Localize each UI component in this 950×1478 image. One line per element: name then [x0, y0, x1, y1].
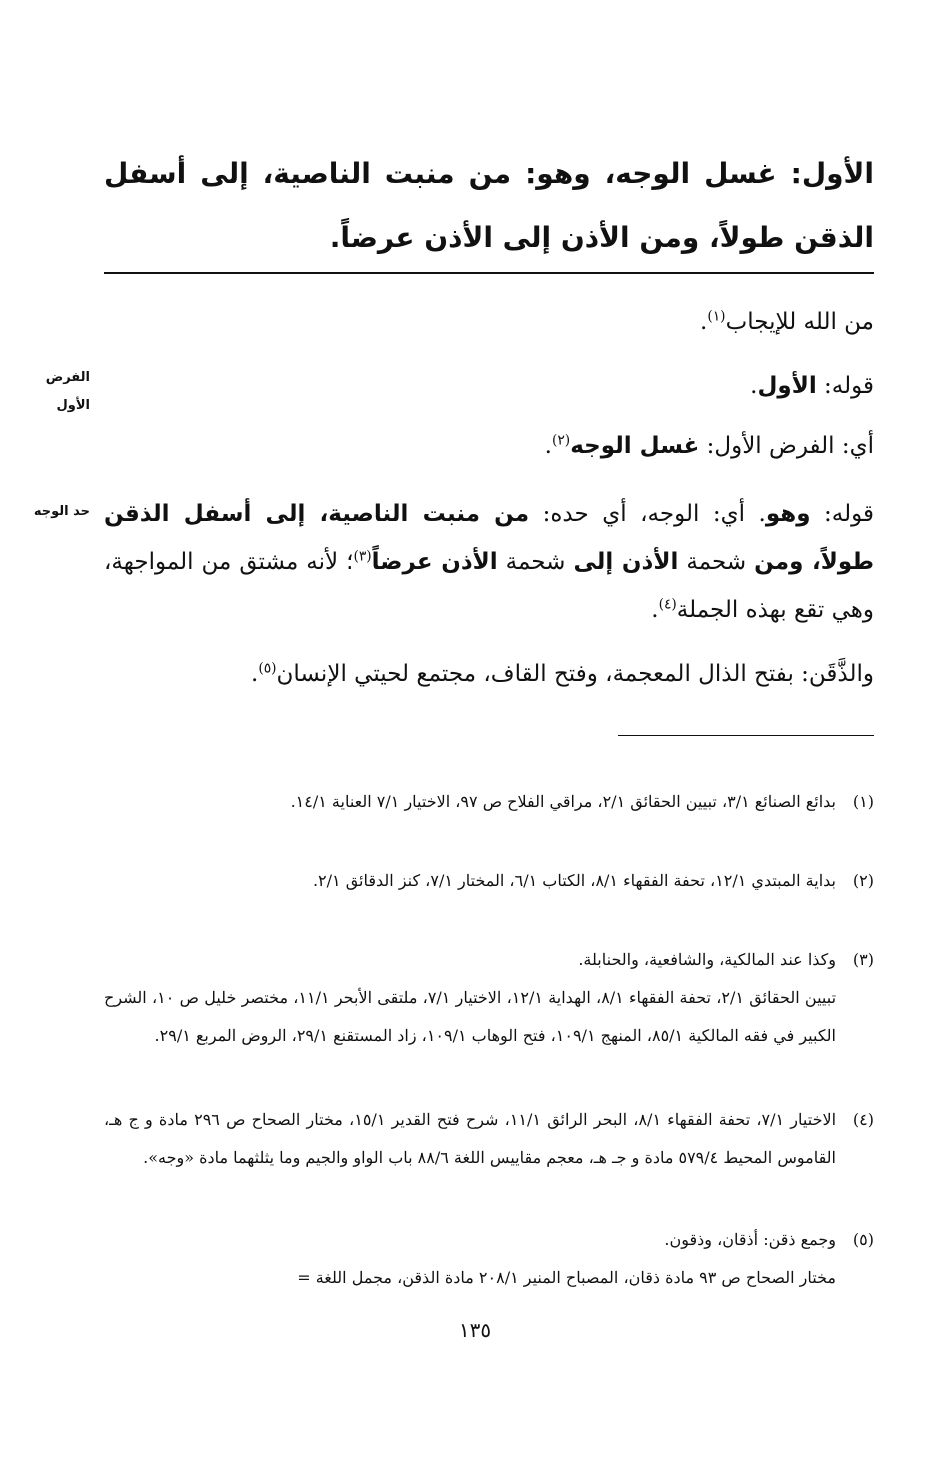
- matn-text: الأول: غسل الوجه، وهو: من منبت الناصية، إلى أسفل الذقن طولاً، ومن الأذن إلى الأذن عرضاً.: [104, 157, 874, 254]
- footnote-5: [104, 1221, 874, 1297]
- footnote-2: [104, 862, 874, 900]
- para-text: قوله:: [816, 373, 874, 399]
- commentary-para-4: [104, 490, 874, 634]
- para-end: .: [544, 433, 552, 459]
- para-bold: وهو: [765, 501, 811, 527]
- footnote-ref: (٥): [258, 660, 277, 677]
- footnote-ref: (٢): [551, 432, 571, 449]
- footnote-ref: (١): [707, 308, 726, 325]
- footnote-3: [104, 941, 874, 1055]
- para-text: قوله:: [810, 501, 874, 527]
- para-text: ؛ لأنه مشتق من المواجهة، وهي تقع بهذه الجملة: [104, 549, 874, 623]
- para-bold: غسل الوجه: [570, 433, 700, 459]
- footnote-divider: [618, 735, 874, 736]
- footnote-sources: تبيين الحقائق ٢/١، تحفة الفقهاء ٨/١، الهداية ١٢/١، الاختيار ٧/١، ملتقى الأبحر ١١/١، مختصر خليل ص ١٠، الشرح الكبير في فقه المالكية ٨٥/١، المنهج ١٠٩/١، فتح الوهاب ١٠٩/١، زاد المستقنع ٢٩/١، الروض المربع ٢٩/١.: [104, 988, 837, 1045]
- para-text: شحمة: [497, 549, 574, 575]
- para-bold: الأذن عرضاً: [371, 549, 498, 575]
- para-bold: من منبت الناصية، إلى أسفل الذقن طولاً، ومن: [104, 501, 874, 575]
- para-text: من الله للإيجاب: [725, 309, 874, 335]
- footnote-4: [104, 1101, 874, 1177]
- footnote-ref: (٣): [353, 548, 372, 565]
- para-text: . أي: الوجه، أي حده:: [529, 501, 766, 527]
- para-bold: الأول: [757, 373, 817, 399]
- page-number: ١٣٥: [458, 1318, 492, 1342]
- para-end: .: [251, 661, 259, 687]
- commentary-para-5: [104, 650, 874, 698]
- para-end: .: [700, 309, 708, 335]
- para-end: .: [651, 597, 659, 623]
- para-end: .: [750, 373, 758, 399]
- commentary-para-1: [104, 298, 874, 346]
- footnote-text: بداية المبتدي ١٢/١، تحفة الفقهاء ٨/١، الكتاب ٦/١، المختار ٧/١، كنز الدقائق ٢/١.: [312, 871, 836, 890]
- commentary-para-3: [104, 422, 874, 470]
- footnote-text: بدائع الصنائع ٣/١، تبيين الحقائق ٢/١، مراقي الفلاح ص ٩٧، الاختيار ٧/١ العناية ١٤/١.: [290, 792, 836, 811]
- margin-note-face-limit: حد الوجه: [33, 504, 90, 519]
- margin-note-first-obligation: الفرض الأول: [45, 370, 90, 413]
- footnote-1: [104, 783, 874, 821]
- matn-divider: [104, 272, 874, 274]
- footnote-number: (٣): [852, 950, 874, 969]
- footnote-text: وكذا عند المالكية، والشافعية، والحنابلة.: [578, 950, 836, 969]
- footnote-number: (٢): [852, 871, 874, 890]
- footnote-ref: (٤): [658, 596, 677, 613]
- footnote-number: (١): [852, 792, 874, 811]
- footnote-number: (٤): [852, 1110, 874, 1129]
- footnote-sources: مختار الصحاح ص ٩٣ مادة ذقان، المصباح المنير ٢٠٨/١ مادة الذقن، مجمل اللغة =: [297, 1268, 836, 1287]
- para-bold: الأذن إلى: [573, 549, 679, 575]
- para-text: أي: الفرض الأول:: [699, 433, 874, 459]
- footnote-text: وجمع ذقن: أذقان، وذقون.: [664, 1230, 836, 1249]
- footnote-number: (٥): [852, 1230, 874, 1249]
- commentary-para-2: [104, 362, 874, 410]
- para-text: والذَّقَن: بفتح الذال المعجمة، وفتح القاف، مجتمع لحيتي الإنسان: [276, 661, 874, 687]
- para-text: شحمة: [678, 549, 755, 575]
- footnote-text: الاختيار ٧/١، تحفة الفقهاء ٨/١، البحر الرائق ١١/١، شرح فتح القدير ١٥/١، مختار الصحاح ص ٢٩٦ مادة و ج هـ، القاموس المحيط ٥٧٩/٤ مادة و جـ هـ، معجم مقاييس اللغة ٨٨/٦ باب الواو والجيم وما يثلثهما مادة «وجه».: [104, 1110, 837, 1167]
